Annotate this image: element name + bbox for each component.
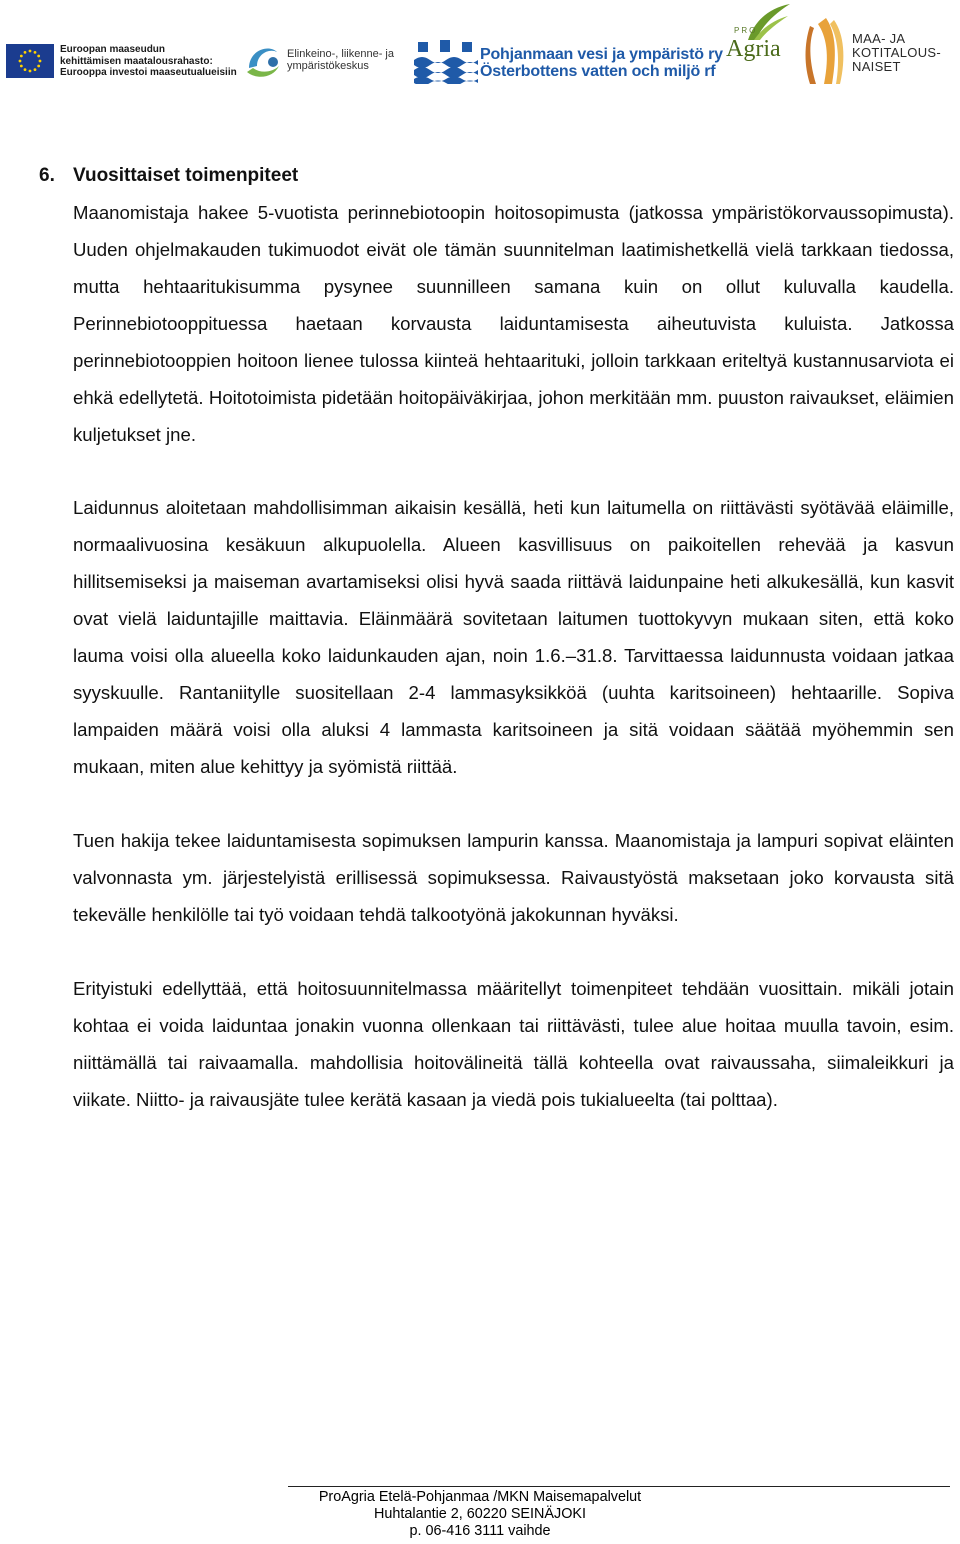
eu-star-icon [29, 50, 32, 53]
mkn-line-2: KOTITALOUS- [852, 45, 942, 60]
ely-line-1: Elinkeino-, liikenne- ja [287, 48, 394, 60]
section-title: Vuosittaiset toimenpiteet [73, 165, 299, 186]
eu-star-icon [29, 70, 32, 73]
eu-fund-line-1: Euroopan maaseudun [60, 44, 166, 55]
maa-ja-kotitalousnaiset-logo [804, 14, 960, 88]
pvy-line-2: Österbottens vatten och miljö rf [480, 63, 716, 80]
paragraph-2: Laidunnus aloitetaan mahdollisimman aikaisin kesällä, heti kun laitumella on riittävästi syötävää eläimille, normaalivuosina kesäkuun alkupuolella. Alueen kasvillisuus on paikoitellen rehevää ja kasvun hillitsemiseksi ja maiseman avartamiseksi olisi hyvä saada riittävä laidunpaine heti alkukesällä, kun kasvit ovat vielä laiduntajille maittavia. Eläinmäärä sovitetaan laitumen tuottokyvyn mukaan siten, että koko lauma voisi olla alueella koko laidunkauden ajan, noin 1.6.–31.8. Tarvittaessa laidunnusta voidaan jatkaa syyskuulle. Rantaniitylle suositellaan 2-4 lammasyksikköä (uuhta karitsoineen) hehtaarille. Sopiva lampaiden määrä voisi olla aluksi 4 lammasta karitsoineen ja sitä voidaan säätää myöhemmin sen mukaan, miten alue kehittyy ja syömistä riittää. [73, 497, 954, 777]
eu-star-icon [20, 65, 23, 68]
header-logos [0, 0, 960, 100]
pohjanmaan-vesi-logo [414, 36, 723, 86]
footer-line-1: ProAgria Etelä-Pohjanmaa /MKN Maisemapalvelut [318, 1489, 642, 1505]
proagria-logo [724, 2, 794, 86]
ely-swirl-icon [243, 38, 283, 82]
document-content [39, 158, 954, 1118]
eu-star-icon [34, 68, 37, 71]
mkn-text [852, 32, 941, 74]
eu-star-icon [20, 55, 23, 58]
eu-fund-line-2: kehittämisen maatalousrahasto: [60, 55, 213, 67]
eu-star-icon [37, 65, 40, 68]
eu-star-icon [24, 68, 27, 71]
pvy-line-1: Pohjanmaan vesi ja ympäristö ry [480, 46, 723, 63]
agria-pro-text: PRO [734, 26, 758, 35]
eu-rural-fund-logo [6, 44, 237, 80]
footer-line-2: Huhtalantie 2, 60220 SEINÄJOKI [374, 1506, 586, 1522]
section-number: 6. [39, 165, 55, 186]
eu-star-icon [34, 51, 37, 54]
footer-divider [288, 1486, 950, 1487]
paragraph-1: Maanomistaja hakee 5-vuotista perinnebiotoopin hoitosopimusta (jatkossa ympäristökorvaussopimusta). Uuden ohjelmakauden tukimuodot eivät ole tämän suunnitelman laatimishetkellä vielä tarkkaan tiedossa, mutta hehtaaritukisumma pysynee suunnilleen samana kuin on ollut kuluvalla kaudella. Perinnebiotooppituessa haetaan korvausta laiduntamisesta aiheutuvista kuluista. Jatkossa perinnebiotooppien hoitoon lienee tulossa kiinteä hehtaarituki, jolloin tarkkaan eriteltyä kustannusarviota ei ehkä edellytetä. Hoitotoimista pidetään hoitopäiväkirjaa, johon merkitään mm. puuston raivaukset, eläimien kuljetukset jne. [73, 202, 954, 445]
section-heading [39, 158, 954, 194]
agria-name-text: Agria [726, 36, 781, 62]
eu-star-icon [24, 51, 27, 54]
women-figures-icon [804, 14, 848, 88]
eu-fund-text [60, 44, 237, 79]
ely-line-2: ympäristökeskus [287, 60, 369, 72]
ely-text [287, 48, 394, 72]
water-waves-icon [414, 38, 478, 84]
paragraph-4: Erityistuki edellyttää, että hoitosuunnitelmassa määritellyt toimenpiteet tehdään vuosittain. mikäli jotain kohtaa ei voida laiduntaa jonakin vuonna ollenkaan tai riittävästi, tulee alue hoitaa muulla tavoin, esim. niittämällä tai raivaamalla. mahdollisia hoitovälineitä tällä kohteella ovat raivaussaha, siimaleikkuri ja viikate. Niitto- ja raivausjäte tulee kerätä kasaan ja viedä pois tukialueelta (tai polttaa). [73, 978, 954, 1110]
page-footer [200, 1489, 760, 1540]
eu-fund-line-3: Eurooppa investoi maaseutualueisiin [60, 67, 237, 78]
paragraph-3: Tuen hakija tekee laiduntamisesta sopimuksen lampurin kanssa. Maanomistaja ja lampuri sopivat eläinten valvonnasta ym. järjestelyistä erillisessä sopimuksessa. Raivaustyöstä maksetaan joko korvausta sitä tekevälle henkilölle tai työ voidaan tehdä talkootyönä jakokunnan hyväksi. [73, 830, 954, 925]
mkn-line-3: NAISET [852, 59, 901, 74]
eu-star-icon [37, 55, 40, 58]
eu-star-icon [19, 60, 22, 63]
mkn-line-1: MAA- JA [852, 31, 906, 46]
ely-centre-logo [243, 38, 403, 82]
pvy-text [480, 46, 723, 80]
footer-line-3: p. 06-416 3111 vaihde [409, 1523, 551, 1539]
eu-star-icon [39, 60, 42, 63]
eu-flag-icon [6, 44, 54, 78]
